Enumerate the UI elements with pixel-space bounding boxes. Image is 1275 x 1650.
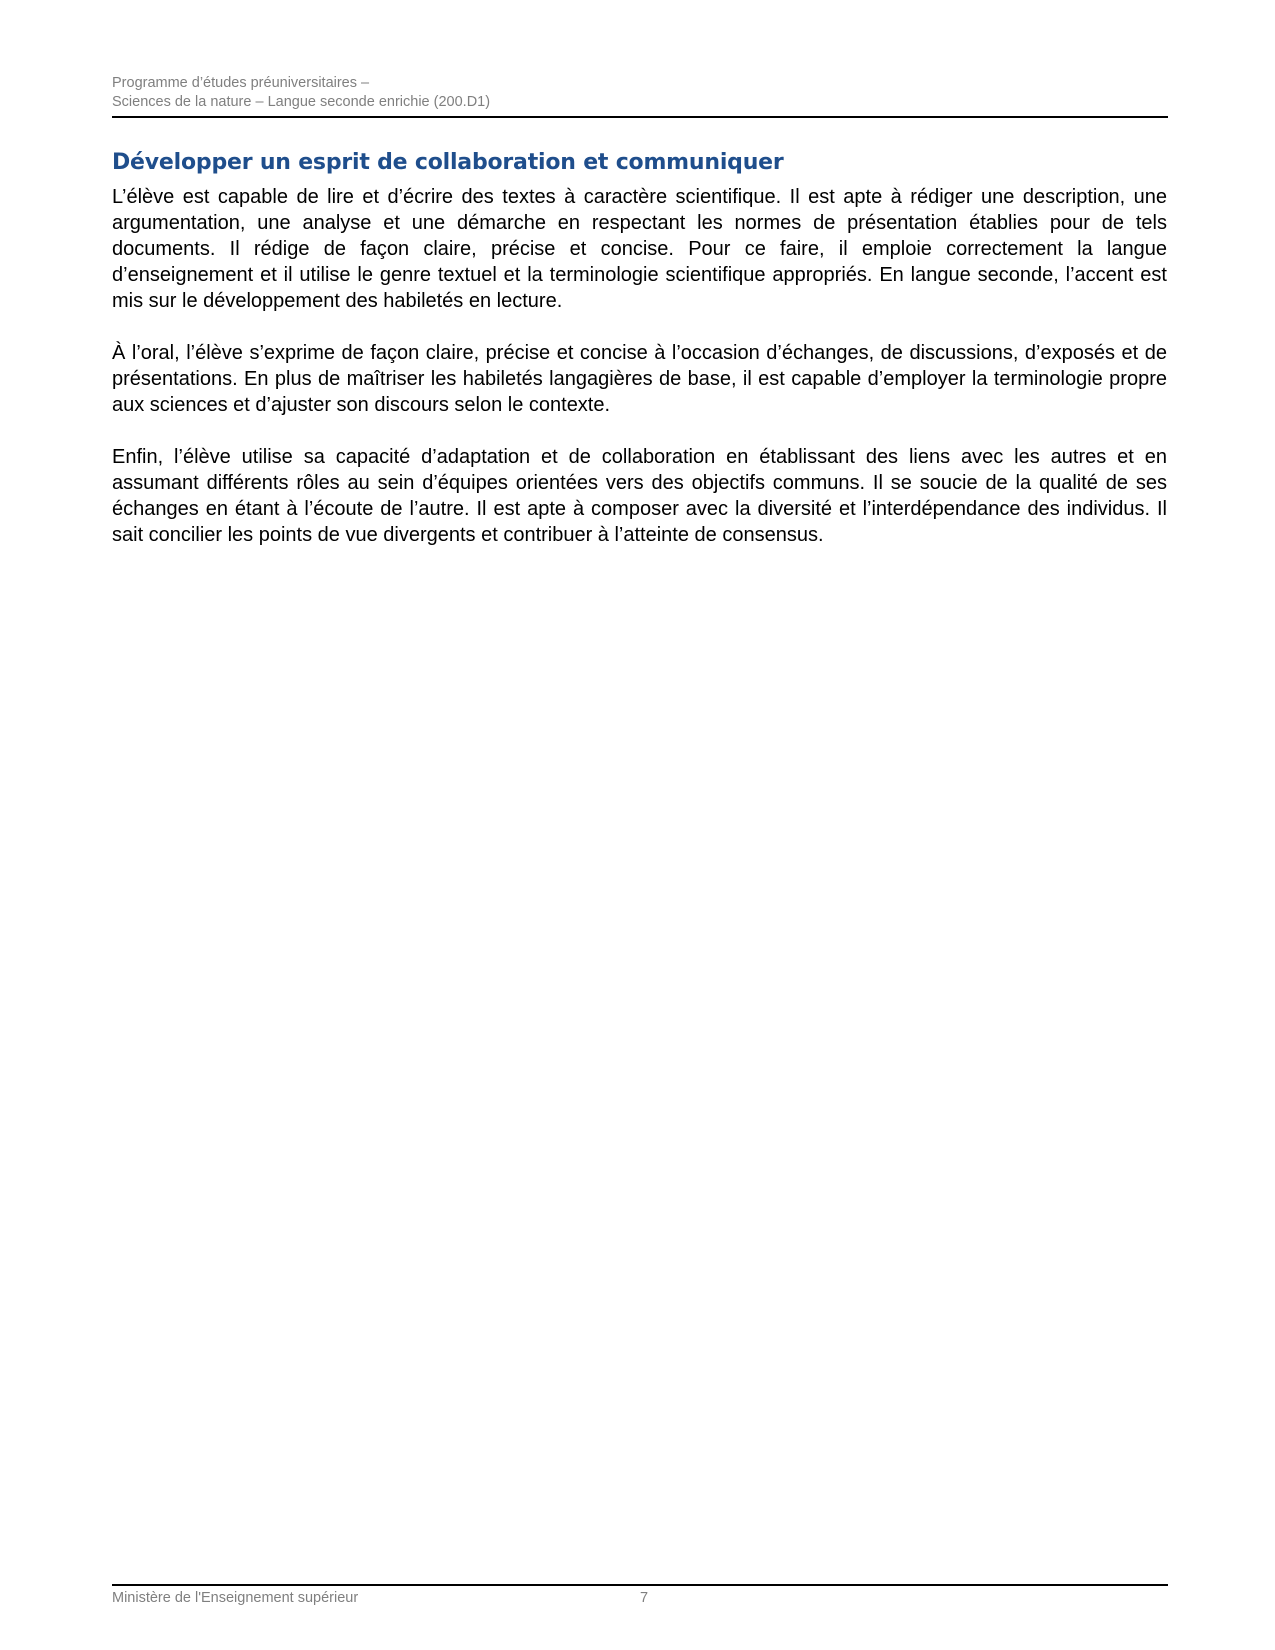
header-program-title: Programme d’études préuniversitaires – <box>112 75 370 91</box>
paragraph-oral: À l’oral, l’élève s’exprime de façon claire, précise et concise à l’occasion d’échanges, de discussions, d’exposés et de présentations. En plus de maîtriser les habiletés langagières de base, il est capable d’employer la terminologie propre aux sciences et d’ajuster son discours selon le contexte. <box>112 342 1167 416</box>
page-header <box>112 74 1168 118</box>
section-title: Développer un esprit de collaboration et communiquer <box>112 150 784 175</box>
header-program-subtitle: Sciences de la nature – Langue seconde enrichie (200.D1) <box>112 94 491 110</box>
footer-publisher: Ministère de l'Enseignement supérieur <box>112 1590 359 1606</box>
paragraph-collaboration: Enfin, l’élève utilise sa capacité d’adaptation et de collaboration en établissant des liens avec les autres et en assumant différents rôles au sein d’équipes orientées vers des objectifs communs. Il se soucie de la qualité de ses échanges en étant à l’écoute de l’autre. Il est apte à composer avec la diversité et l’interdépendance des individus. Il sait concilier les points de vue divergents et contribuer à l’atteinte de consensus. <box>112 446 1167 546</box>
paragraph-writing: L’élève est capable de lire et d’écrire des textes à caractère scientifique. Il est apte à rédiger une description, une argumentation, une analyse et une démarche en respectant les normes de présentation établies pour de tels documents. Il rédige de façon claire, précise et concise. Pour ce faire, il emploie correctement la langue d’enseignement et il utilise le genre textuel et la terminologie scientifique appropriés. En langue seconde, l’accent est mis sur le développement des habiletés en lecture. <box>112 186 1167 312</box>
page-footer <box>112 1584 1168 1610</box>
main-content <box>112 148 1167 574</box>
page-number: 7 <box>640 1590 649 1606</box>
